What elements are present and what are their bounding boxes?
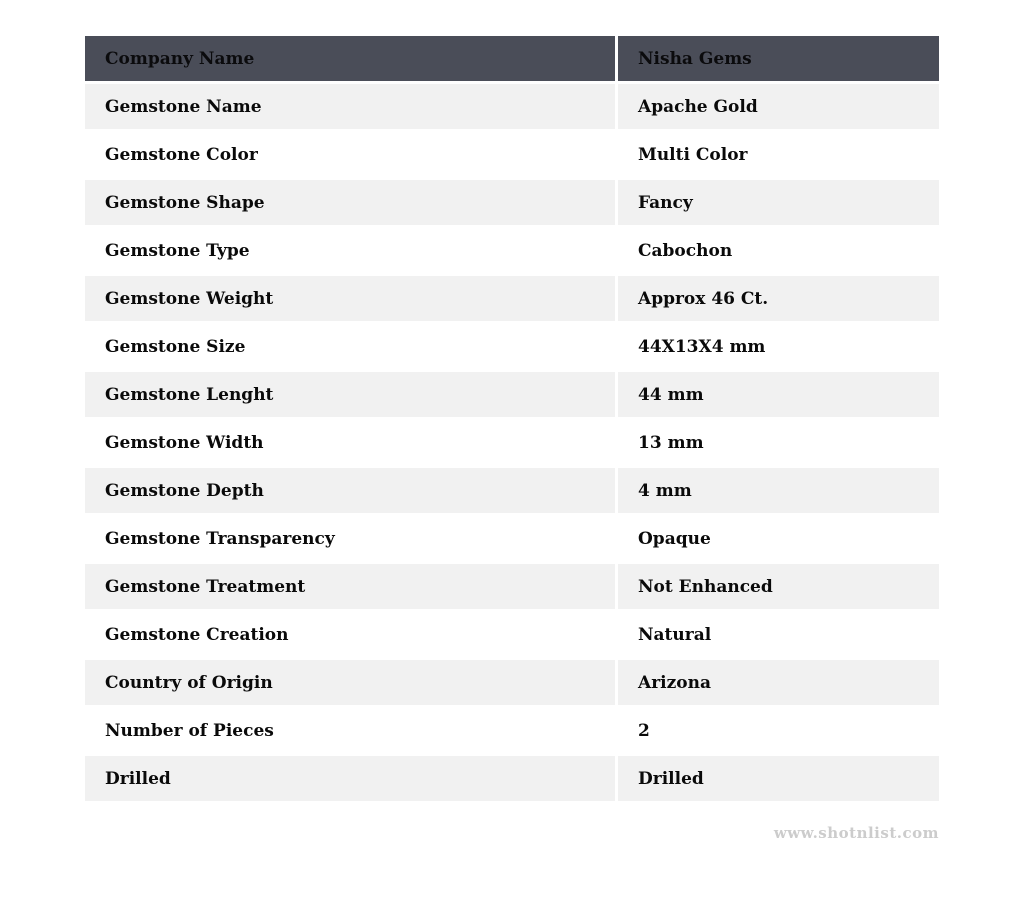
row-value-gemstone-type: Cabochon: [615, 228, 939, 276]
table-row: [85, 612, 939, 660]
row-value-drilled: Drilled: [615, 756, 939, 804]
header-cell-company-value: Nisha Gems: [615, 36, 939, 84]
row-value-gemstone-size: 44X13X4 mm: [615, 324, 939, 372]
row-label-number-of-pieces: Number of Pieces: [85, 708, 615, 756]
row-label-gemstone-lenght: Gemstone Lenght: [85, 372, 615, 420]
header-row: [85, 36, 939, 84]
row-label-gemstone-creation: Gemstone Creation: [85, 612, 615, 660]
row-label-gemstone-name: Gemstone Name: [85, 84, 615, 132]
row-value-gemstone-color: Multi Color: [615, 132, 939, 180]
table-row: [85, 708, 939, 756]
table-row: [85, 132, 939, 180]
table-row: [85, 228, 939, 276]
table-row: [85, 324, 939, 372]
table-row: [85, 516, 939, 564]
row-label-gemstone-size: Gemstone Size: [85, 324, 615, 372]
table-row: [85, 84, 939, 132]
row-value-number-of-pieces: 2: [615, 708, 939, 756]
row-label-country-of-origin: Country of Origin: [85, 660, 615, 708]
row-label-gemstone-weight: Gemstone Weight: [85, 276, 615, 324]
row-label-gemstone-type: Gemstone Type: [85, 228, 615, 276]
row-value-gemstone-weight: Approx 46 Ct.: [615, 276, 939, 324]
row-label-gemstone-depth: Gemstone Depth: [85, 468, 615, 516]
row-value-gemstone-transparency: Opaque: [615, 516, 939, 564]
table-row: [85, 756, 939, 804]
row-label-gemstone-color: Gemstone Color: [85, 132, 615, 180]
row-value-gemstone-name: Apache Gold: [615, 84, 939, 132]
row-label-drilled: Drilled: [85, 756, 615, 804]
row-label-gemstone-transparency: Gemstone Transparency: [85, 516, 615, 564]
table-row: [85, 468, 939, 516]
row-value-gemstone-width: 13 mm: [615, 420, 939, 468]
row-label-gemstone-width: Gemstone Width: [85, 420, 615, 468]
row-label-gemstone-shape: Gemstone Shape: [85, 180, 615, 228]
row-value-gemstone-shape: Fancy: [615, 180, 939, 228]
gemstone-spec-table: [85, 36, 939, 804]
table-row: [85, 276, 939, 324]
row-value-country-of-origin: Arizona: [615, 660, 939, 708]
row-value-gemstone-lenght: 44 mm: [615, 372, 939, 420]
table-header: [85, 36, 939, 84]
table-row: [85, 564, 939, 612]
row-value-gemstone-depth: 4 mm: [615, 468, 939, 516]
row-value-gemstone-creation: Natural: [615, 612, 939, 660]
watermark-text: www.shotnlist.com: [773, 824, 939, 842]
table-row: [85, 660, 939, 708]
row-label-gemstone-treatment: Gemstone Treatment: [85, 564, 615, 612]
table-row: [85, 420, 939, 468]
table-body: [85, 84, 939, 804]
header-cell-company-name: Company Name: [85, 36, 615, 84]
row-value-gemstone-treatment: Not Enhanced: [615, 564, 939, 612]
table-row: [85, 180, 939, 228]
table-row: [85, 372, 939, 420]
